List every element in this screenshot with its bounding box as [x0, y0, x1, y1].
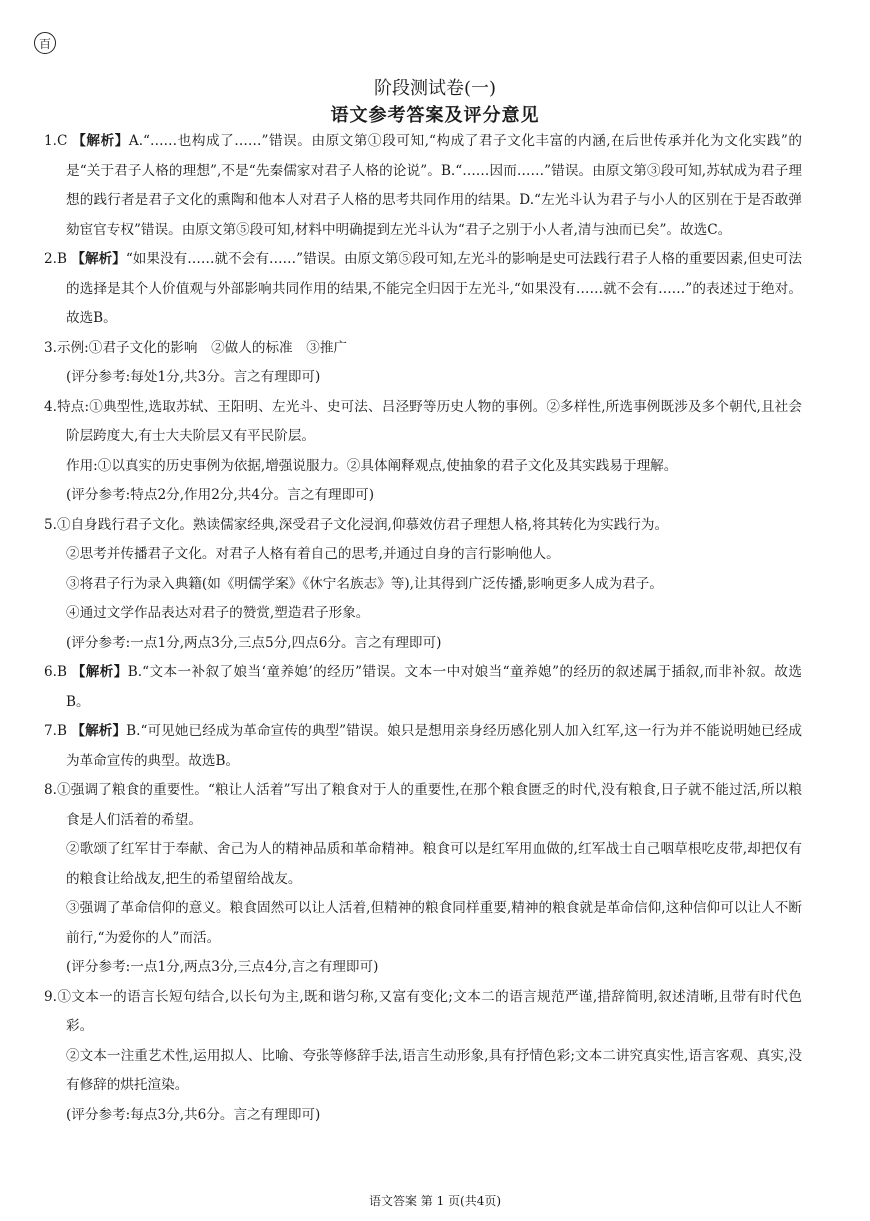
answer-8-point-2: ②歌颂了红军甘于奉献、舍己为人的精神品质和革命精神。粮食可以是红军用血做的,红军战士自己咽草根吃皮带,却把仅有的粮食让给战友,把生的希望留给战友。 [66, 841, 802, 887]
answer-8-point-3: ③强调了革命信仰的意义。粮食固然可以让人活着,但精神的粮食同样重要,精神的粮食就是革命信仰,这种信仰可以让人不断前行,“为爱你的人”而活。 [66, 900, 802, 946]
answer-3: 3.示例:①君子文化的影响 ②做人的标准 ③推广 [44, 339, 348, 356]
answer-7-lead: 7.B [44, 723, 67, 739]
answer-2-lead: 2.B [44, 251, 67, 267]
answer-4-scoring: (评分参考:特点2分,作用2分,共4分。言之有理即可) [66, 487, 375, 503]
answer-5-point-2: ②思考并传播君子文化。对君子人格有着自己的思考,并通过自身的言行影响他人。 [66, 546, 560, 562]
answer-7 [44, 717, 802, 776]
answer-2-tag: 【解析】 [71, 251, 126, 267]
answer-9-point-2: ②文本一注重艺术性,运用拟人、比喻、夸张等修辞手法,语言生动形象,具有抒情色彩;文本二讲究真实性,语言客观、真实,没有修辞的烘托渲染。 [66, 1047, 802, 1093]
answer-4: 4.特点:①典型性,选取苏轼、王阳明、左光斗、史可法、吕泾野等历史人物的事例。②多样性,所选事例既涉及多个朝代,且社会阶层跨度大,有士大夫阶层又有平民阶层。 [44, 398, 802, 444]
answer-8-scoring: (评分参考:一点1分,两点3分,三点4分,言之有理即可) [66, 959, 379, 975]
answer-6 [44, 658, 802, 717]
answer-9-scoring: (评分参考:每点3分,共6分。言之有理即可) [66, 1106, 321, 1123]
answer-3-scoring: (评分参考:每处1分,共3分。言之有理即可) [66, 369, 321, 385]
answer-7-text: B.“可见她已经成为革命宣传的典型”错误。娘只是想用亲身经历感化别人加入红军,这一行为并不能说明她已经成为革命宣传的典型。故选B。 [66, 723, 803, 769]
page-footer: 语文答案 第 1 页(共4页) [368, 1194, 502, 1208]
answer-body [44, 127, 802, 1130]
answer-9-point-1: 9.①文本一的语言长短句结合,以长句为主,既和谐匀称,又富有变化;文本二的语言规范严谨,措辞简明,叙述清晰,且带有时代色彩。 [44, 988, 802, 1034]
answer-2 [44, 245, 802, 334]
answer-1 [44, 127, 802, 245]
answer-1-lead: 1.C [44, 133, 68, 149]
answer-5-scoring: (评分参考:一点1分,两点3分,三点5分,四点6分。言之有理即可) [66, 634, 442, 651]
answer-6-lead: 6.B [44, 664, 67, 680]
page-subtitle: 语文参考答案及评分意见 [330, 105, 540, 126]
answer-5-point-3: ③将君子行为录入典籍(如《明儒学案》《休宁名族志》等),让其得到广泛传播,影响更多人成为君子。 [66, 575, 663, 592]
answer-4-effect: 作用:①以真实的历史事例为依据,增强说服力。②具体阐释观点,使抽象的君子文化及其实践易于理解。 [66, 457, 678, 474]
answer-7-tag: 【解析】 [71, 723, 127, 739]
answer-5-point-1: 5.①自身践行君子文化。熟读儒家经典,深受君子文化浸润,仰慕效仿君子理想人格,将其转化为实践行为。 [44, 516, 669, 533]
logo-seal: 百 [34, 32, 56, 54]
answer-2-text: “如果没有……就不会有……”错误。由原文第⑤段可知,左光斗的影响是史可法践行君子人格的重要因素,但史可法的选择是其个人价值观与外部影响共同作用的结果,不能完全归因于左光斗,“如果没有……就不会有……”的表述过于绝对。故选B。 [66, 251, 803, 326]
page-title: 阶段测试卷(一) [373, 78, 497, 99]
answer-6-tag: 【解析】 [71, 664, 128, 680]
answer-1-tag: 【解析】 [72, 133, 129, 149]
answer-6-text: B.“文本一补叙了娘当‘童养媳’的经历”错误。文本一中对娘当“童养媳”的经历的叙述属于插叙,而非补叙。故选B。 [66, 664, 802, 710]
answer-5-point-4: ④通过文学作品表达对君子的赞赏,塑造君子形象。 [66, 605, 370, 621]
answer-1-text: A.“……也构成了……”错误。由原文第①段可知,“构成了君子文化丰富的内涵,在后世传承并化为文化实践”的是“关于君子人格的理想”,不是“先秦儒家对君子人格的论说”。B.“……因而……”错误。由原文第③段可知,苏轼成为君子理想的践行者是君子文化的熏陶和他本人对君子人格的思考共同作用的结果。D.“左光斗认为君子与小人的区别在于是否敢弹劾宦官专权”错误。由原文第⑤段可知,材料中明确提到左光斗认为“君子之别于小人者,清与浊而已矣”。故选C。 [66, 133, 803, 238]
answer-8-point-1: 8.①强调了粮食的重要性。“粮让人活着”写出了粮食对于人的重要性,在那个粮食匮乏的时代,没有粮食,日子就不能过活,所以粮食是人们活着的希望。 [44, 782, 802, 828]
